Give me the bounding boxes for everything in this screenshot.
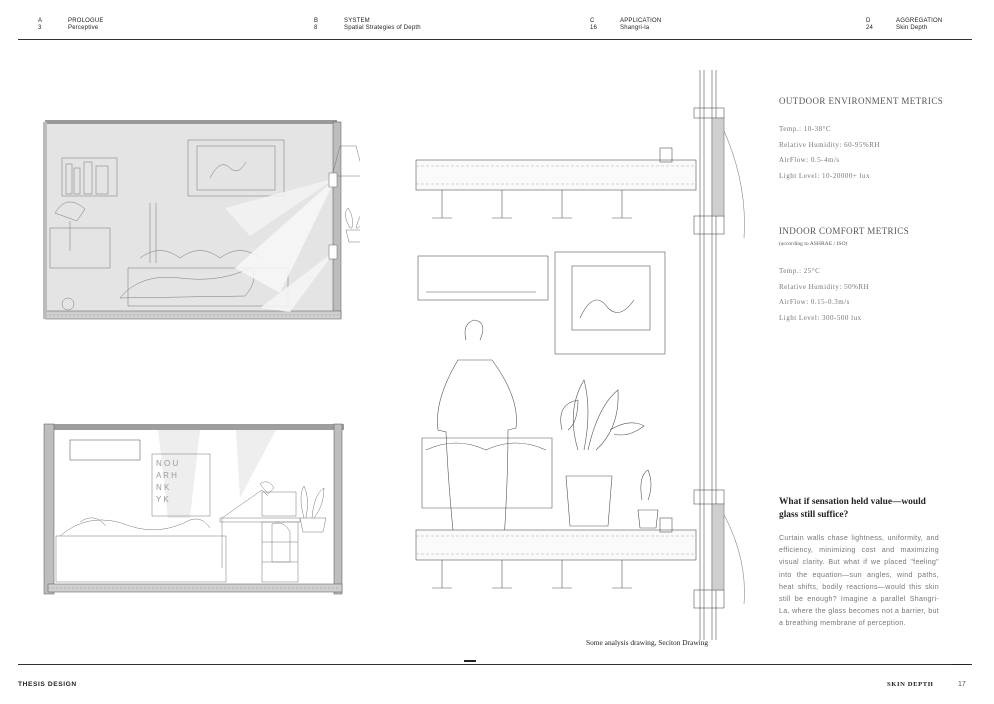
nav-subtitle: Perceptive xyxy=(68,25,99,31)
indoor-light: Light Level: 300-500 lux xyxy=(779,313,862,322)
section-drawing-lower xyxy=(40,418,350,598)
nav-letter: A xyxy=(38,18,43,24)
nav-page: 8 xyxy=(314,25,318,31)
outdoor-metrics-list xyxy=(779,122,880,184)
nav-page: 3 xyxy=(38,25,42,31)
nav-letter: C xyxy=(590,18,595,24)
nav-title: AGGREGATION xyxy=(896,18,943,24)
indoor-metrics-list xyxy=(779,264,869,326)
indoor-note: (according to ASHRAE / ISO) xyxy=(779,241,848,247)
section-drawing-upper xyxy=(40,118,360,328)
indoor-airflow: AirFlow: 0.15-0.3m/s xyxy=(779,298,850,306)
svg-text:A R H: A R H xyxy=(156,471,177,480)
nav-subtitle: Spatial Strategies of Depth xyxy=(344,25,421,31)
nav-item-application[interactable] xyxy=(590,18,661,32)
figure-caption: Some analysis drawing, Seciton Drawing xyxy=(586,638,709,647)
svg-text:Y K: Y K xyxy=(156,495,169,504)
outdoor-light: Light Level: 10-20000+ lux xyxy=(779,171,871,180)
nav-item-prologue[interactable] xyxy=(38,18,104,32)
nav-title: PROLOGUE xyxy=(68,18,104,24)
nav-title: SYSTEM xyxy=(344,18,370,24)
nav-page: 24 xyxy=(866,25,874,31)
indoor-temp: Temp.: 25°C xyxy=(779,267,821,275)
footer-chapter-title: SKIN DEPTH xyxy=(887,681,934,688)
page-marker-right xyxy=(952,664,970,665)
nav-item-aggregation[interactable] xyxy=(866,18,942,32)
nav-letter: D xyxy=(866,18,871,24)
header-rule xyxy=(18,39,972,40)
footer-thesis-title: THESIS DESIGN xyxy=(18,681,77,688)
outdoor-temp: Temp.: 10-38°C xyxy=(779,125,832,133)
body-paragraph: Curtain walls chase lightness, uniformity, and efficiency, minimizing cost and maximizing visual clarity. But what if we placed "feeling" into the equation—sun angles, wind paths, heat shifts, bodily reactions—would this skin still be enough? Imagine a parallel Shangri-La, where the glass becomes not a barrier, but a breathing membrane of perception. xyxy=(779,534,939,628)
page-marker xyxy=(464,660,476,662)
outdoor-humidity: Relative Humidity: 60-95%RH xyxy=(779,140,880,149)
indoor-heading: INDOOR COMFORT METRICS xyxy=(779,226,910,236)
outdoor-heading: OUTDOOR ENVIRONMENT METRICS xyxy=(779,96,944,106)
question-heading: What if sensation held value—would glass still suffice? xyxy=(779,497,926,520)
nav-title: APPLICATION xyxy=(620,18,662,24)
footer-rule xyxy=(18,664,972,665)
indoor-humidity: Relative Humidity: 50%RH xyxy=(779,282,870,291)
nav-letter: B xyxy=(314,18,319,24)
section-drawing-curtain-wall xyxy=(412,70,747,640)
svg-text:N K: N K xyxy=(156,483,170,492)
nav-subtitle: Shangri-la xyxy=(620,25,650,31)
nav-item-system[interactable] xyxy=(314,18,421,32)
svg-text:N O U: N O U xyxy=(156,459,179,468)
outdoor-airflow: AirFlow: 0.5-4m/s xyxy=(779,156,840,164)
page-number: 17 xyxy=(958,681,966,688)
nav-page: 16 xyxy=(590,25,598,31)
nav-subtitle: Skin Depth xyxy=(896,25,928,31)
